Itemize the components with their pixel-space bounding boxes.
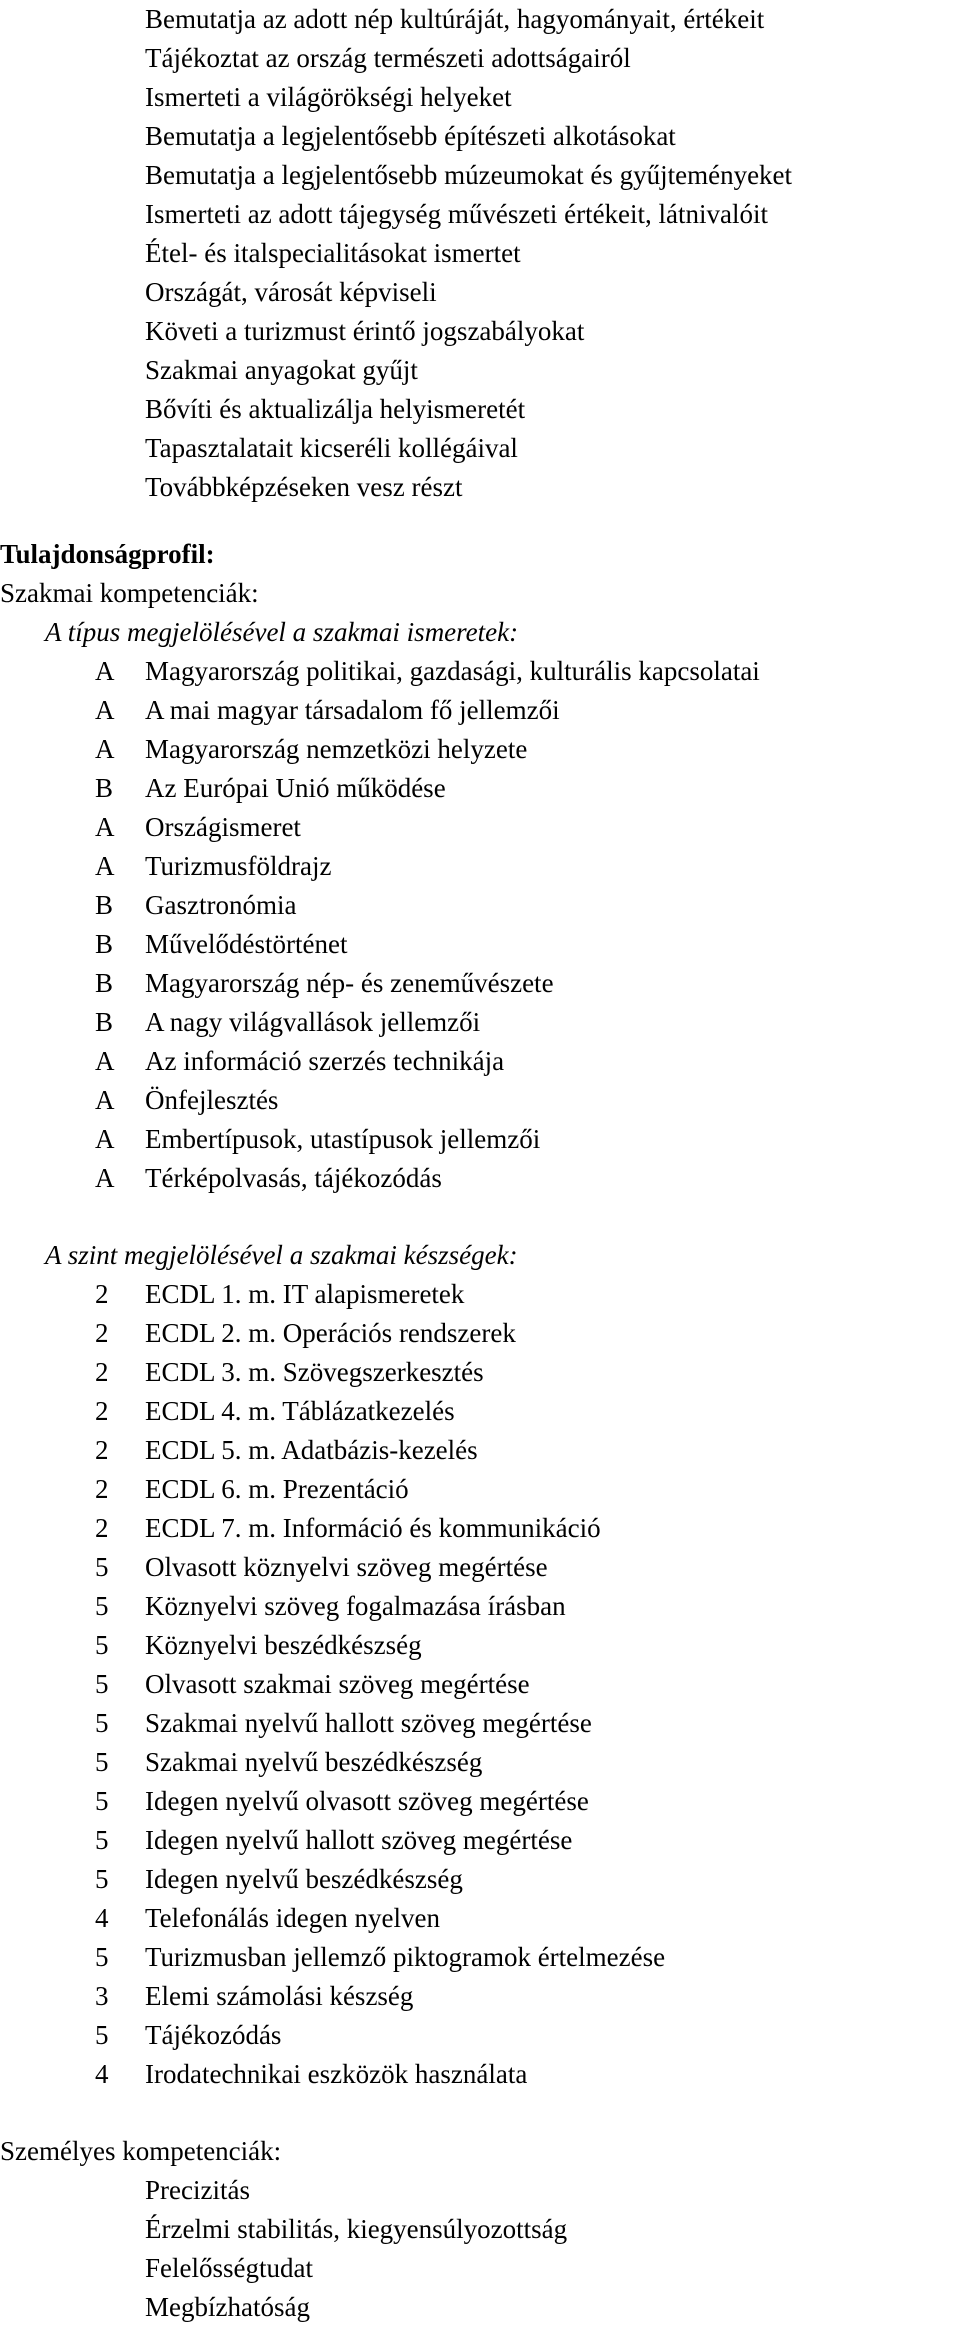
knowledge-item <box>0 847 960 886</box>
task-item: Bemutatja a legjelentősebb építészeti alkotásokat <box>145 121 676 151</box>
skill-level: 5 <box>95 1747 109 1777</box>
skill-item <box>0 1977 960 2016</box>
knowledge-item <box>0 730 960 769</box>
knowledge-item <box>0 1081 960 1120</box>
knowledge-text: Magyarország politikai, gazdasági, kulturális kapcsolatai <box>145 656 760 686</box>
skills-list <box>0 1275 960 2094</box>
knowledge-text: Országismeret <box>145 812 301 842</box>
skill-level: 5 <box>95 1552 109 1582</box>
skill-level: 3 <box>95 1981 109 2011</box>
skill-item <box>0 1392 960 1431</box>
skill-item <box>0 1275 960 1314</box>
skill-text: Szakmai nyelvű hallott szöveg megértése <box>145 1708 592 1738</box>
skill-item <box>0 1548 960 1587</box>
skill-item <box>0 1860 960 1899</box>
task-item: Ismerteti a világörökségi helyeket <box>145 82 512 112</box>
skill-item <box>0 1899 960 1938</box>
skill-level: 2 <box>95 1357 109 1387</box>
task-item: Bővíti és aktualizálja helyismeretét <box>145 394 526 424</box>
knowledge-type: B <box>95 968 114 998</box>
knowledge-text: A mai magyar társadalom fő jellemzői <box>145 695 560 725</box>
knowledge-text: A nagy világvallások jellemzői <box>145 1007 481 1037</box>
skill-item <box>0 1626 960 1665</box>
skill-level: 5 <box>95 1708 109 1738</box>
skill-text: Köznyelvi szöveg fogalmazása írásban <box>145 1591 566 1621</box>
task-item: Bemutatja a legjelentősebb múzeumokat és gyűjteményeket <box>145 160 793 190</box>
knowledge-type: A <box>95 812 115 842</box>
knowledge-subheading: A típus megjelölésével a szakmai ismeretek: <box>45 617 519 647</box>
skill-text: Köznyelvi beszédkészség <box>145 1630 422 1660</box>
skill-text: Idegen nyelvű beszédkészség <box>145 1864 463 1894</box>
skill-item <box>0 1938 960 1977</box>
skill-text: Telefonálás idegen nyelven <box>145 1903 440 1933</box>
skill-text: ECDL 3. m. Szövegszerkesztés <box>145 1357 484 1387</box>
skill-item <box>0 1470 960 1509</box>
task-item: Országát, városát képviseli <box>145 277 437 307</box>
task-item: Továbbképzéseken vesz részt <box>145 472 463 502</box>
knowledge-item <box>0 1120 960 1159</box>
skill-level: 5 <box>95 2020 109 2050</box>
skill-item <box>0 1821 960 1860</box>
knowledge-text: Embertípusok, utastípusok jellemzői <box>145 1124 541 1154</box>
skill-level: 2 <box>95 1513 109 1543</box>
skill-level: 5 <box>95 1786 109 1816</box>
skill-text: Szakmai nyelvű beszédkészség <box>145 1747 483 1777</box>
profile-heading: Tulajdonságprofil: <box>0 539 215 569</box>
skill-text: Idegen nyelvű hallott szöveg megértése <box>145 1825 573 1855</box>
knowledge-text: Magyarország nép- és zeneművészete <box>145 968 554 998</box>
skill-level: 2 <box>95 1318 109 1348</box>
personal-item: Precizitás <box>145 2175 250 2205</box>
personal-item: Érzelmi stabilitás, kiegyensúlyozottság <box>145 2214 568 2244</box>
professional-competencies-heading: Szakmai kompetenciák: <box>0 578 259 608</box>
skill-item <box>0 1704 960 1743</box>
knowledge-text: Az Európai Unió működése <box>145 773 446 803</box>
knowledge-text: Térképolvasás, tájékozódás <box>145 1163 442 1193</box>
knowledge-item <box>0 652 960 691</box>
skill-text: Idegen nyelvű olvasott szöveg megértése <box>145 1786 589 1816</box>
skill-item <box>0 1665 960 1704</box>
skill-item <box>0 1431 960 1470</box>
skill-item <box>0 2016 960 2055</box>
personal-competencies-heading: Személyes kompetenciák: <box>0 2136 282 2166</box>
knowledge-item <box>0 1042 960 1081</box>
knowledge-text: Magyarország nemzetközi helyzete <box>145 734 528 764</box>
skill-level: 4 <box>95 1903 109 1933</box>
knowledge-item <box>0 964 960 1003</box>
skill-item <box>0 1743 960 1782</box>
knowledge-text: Az információ szerzés technikája <box>145 1046 505 1076</box>
knowledge-type: A <box>95 1124 115 1154</box>
knowledge-text: Önfejlesztés <box>145 1085 279 1115</box>
skill-item <box>0 1314 960 1353</box>
skill-level: 4 <box>95 2059 109 2089</box>
skills-subheading: A szint megjelölésével a szakmai készségek: <box>45 1240 518 1270</box>
task-list <box>0 0 960 507</box>
skill-level: 2 <box>95 1474 109 1504</box>
knowledge-text: Gasztronómia <box>145 890 297 920</box>
knowledge-type: B <box>95 890 114 920</box>
personal-item: Felelősségtudat <box>145 2253 313 2283</box>
knowledge-type: A <box>95 695 115 725</box>
task-item: Szakmai anyagokat gyűjt <box>145 355 418 385</box>
skill-text: Elemi számolási készség <box>145 1981 414 2011</box>
knowledge-type: A <box>95 1085 115 1115</box>
skill-level: 5 <box>95 1864 109 1894</box>
knowledge-item <box>0 808 960 847</box>
knowledge-type: A <box>95 1046 115 1076</box>
knowledge-item <box>0 769 960 808</box>
skill-text: ECDL 5. m. Adatbázis-kezelés <box>145 1435 478 1465</box>
knowledge-list <box>0 652 960 1198</box>
skill-text: ECDL 2. m. Operációs rendszerek <box>145 1318 516 1348</box>
skill-item <box>0 1353 960 1392</box>
knowledge-type: B <box>95 773 114 803</box>
skill-text: ECDL 6. m. Prezentáció <box>145 1474 409 1504</box>
knowledge-item <box>0 691 960 730</box>
skill-level: 2 <box>95 1435 109 1465</box>
knowledge-item <box>0 925 960 964</box>
knowledge-type: A <box>95 851 115 881</box>
task-item: Étel- és italspecialitásokat ismertet <box>145 238 521 268</box>
skill-text: ECDL 4. m. Táblázatkezelés <box>145 1396 455 1426</box>
knowledge-type: A <box>95 1163 115 1193</box>
knowledge-type: B <box>95 1007 114 1037</box>
task-item: Ismerteti az adott tájegység művészeti értékeit, látnivalóit <box>145 199 769 229</box>
skill-text: Turizmusban jellemző piktogramok értelmezése <box>145 1942 666 1972</box>
knowledge-type: B <box>95 929 114 959</box>
knowledge-type: A <box>95 734 115 764</box>
skill-text: Irodatechnikai eszközök használata <box>145 2059 528 2089</box>
skill-text: ECDL 7. m. Információ és kommunikáció <box>145 1513 601 1543</box>
skill-level: 5 <box>95 1591 109 1621</box>
skill-level: 5 <box>95 1942 109 1972</box>
skill-item <box>0 1782 960 1821</box>
skill-item <box>0 1587 960 1626</box>
skill-text: Olvasott szakmai szöveg megértése <box>145 1669 530 1699</box>
personal-list <box>0 2171 960 2327</box>
skill-level: 5 <box>95 1630 109 1660</box>
task-item: Tájékoztat az ország természeti adottságairól <box>145 43 631 73</box>
skill-text: ECDL 1. m. IT alapismeretek <box>145 1279 465 1309</box>
knowledge-text: Művelődéstörténet <box>145 929 348 959</box>
skill-level: 2 <box>95 1279 109 1309</box>
knowledge-type: A <box>95 656 115 686</box>
knowledge-item <box>0 1003 960 1042</box>
skill-item <box>0 1509 960 1548</box>
skill-text: Olvasott köznyelvi szöveg megértése <box>145 1552 548 1582</box>
task-item: Bemutatja az adott nép kultúráját, hagyományait, értékeit <box>145 4 765 34</box>
task-item: Tapasztalatait kicseréli kollégáival <box>145 433 518 463</box>
skill-level: 5 <box>95 1825 109 1855</box>
task-item: Követi a turizmust érintő jogszabályokat <box>145 316 585 346</box>
knowledge-text: Turizmusföldrajz <box>145 851 332 881</box>
skill-item <box>0 2055 960 2094</box>
skill-level: 5 <box>95 1669 109 1699</box>
skill-text: Tájékozódás <box>145 2020 282 2050</box>
personal-item: Megbízhatóság <box>145 2292 310 2322</box>
knowledge-item <box>0 886 960 925</box>
skill-level: 2 <box>95 1396 109 1426</box>
knowledge-item <box>0 1159 960 1198</box>
